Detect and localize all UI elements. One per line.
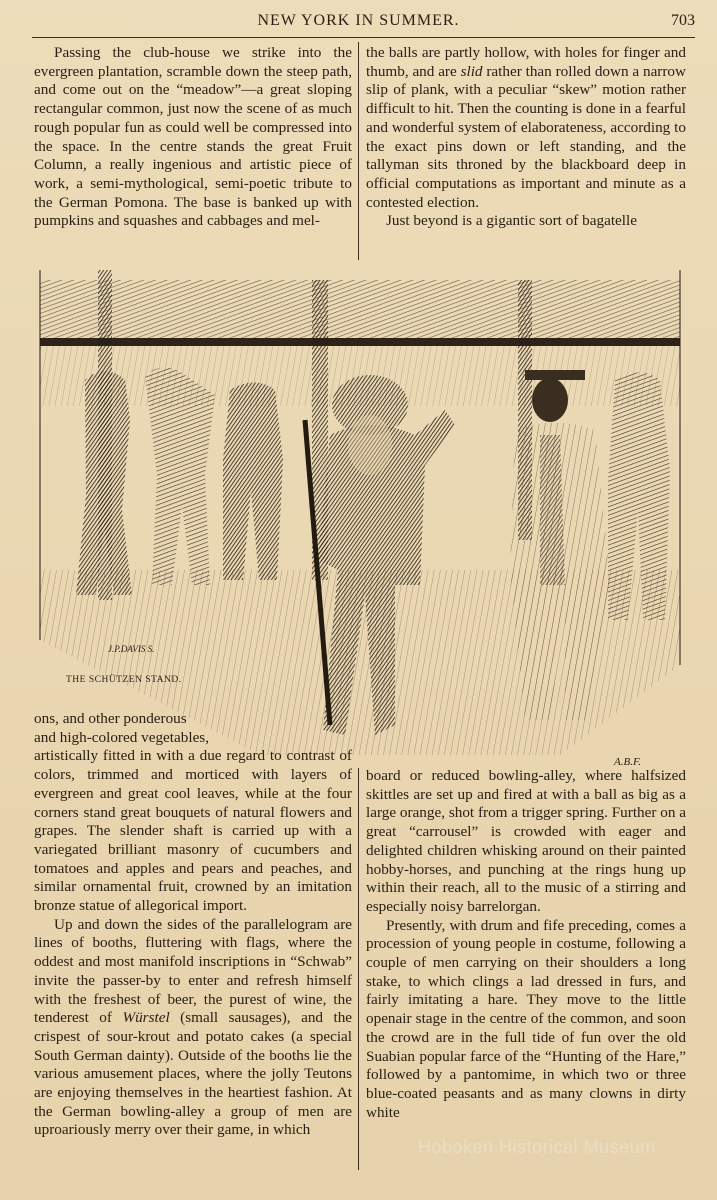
engraver-signature: J.P.DAVIS S. (108, 644, 155, 654)
column-divider-bottom (358, 768, 359, 1170)
paragraph: ons, and other ponderous and high-colored vegetables, artistically fitted in with a due regard to contrast of colors, trimmed and morticed with layers of evergreen and great cool leaves, while at the four corners stand great bouquets of natural flowers and grapes. The slender shaft is carried up with a variegated brilliant masonry of cucumbers and tomatoes and apples and pears and peaches, and similar ornamental fruit, crowned by an imitation bronze statue of allegorical import. (34, 710, 352, 915)
column-right-top (366, 44, 686, 231)
paragraph: Up and down the sides of the parallelogram are lines of booths, fluttering with flags, where the oddest and most manifold inscriptions in “Schwab” invite the passer-by to enter and refresh himself with the freshest of beer, the purest of wine, the tenderest of Würstel (small sausages), and the crispest of sour-krout and potato cakes (a special South German dainty). Outside of the booths lie the various amusement places, where the jolly Teutons are enjoying themselves in the heartiest fashion. At the German bowling-alley a group of men are uproariously merry over their game, in which (34, 915, 353, 1139)
header-rule (32, 37, 695, 38)
column-left-top (34, 44, 352, 231)
paragraph: the balls are partly hollow, with holes for finger and thumb, and are slid rather than rolled down a narrow slip of plank, with a peculiar “skew” motion rather difficult to hit. Then the counting is done in a fearful and wonderful system of elaborateness, according to the exact pins down or left standing, and the tallyman sits throned by the blackboard deep in official computations as important and minute as a contested election. (366, 44, 686, 211)
paragraph: Presently, with drum and fife preceding, comes a procession of young people in costume, following a couple of men carrying on their shoulders a long stake, to which clings a lad dressed in furs, and fairly imitating a hare. They move to the little openair stage in the centre of the common, and soon the crowd are in the full tide of fun over the old Suabian popular farce of the “Hunting of the Hare,” followed by a pantomime, in which two or three blue-coated peasants and as many clowns in dirty white (366, 916, 686, 1121)
column-divider-top (358, 42, 359, 260)
paragraph: board or reduced bowling-alley, where halfsized skittles are set up and fired at with a ball as big as a large orange, shot from a trigger spring. Further on a great “carrousel” is crowded with eager and delighted children whisking around on their painted hobby-horses, and punching at the rings hung up within their reach, all to the music of a stirring and especially noisy barrelorgan. (366, 767, 686, 915)
paragraph: Just beyond is a gigantic sort of bagatelle (386, 212, 637, 230)
artist-signature: A.B.F. (614, 756, 641, 768)
paragraph: Passing the club-house we strike into the evergreen plantation, scramble down the steep path, and come out on the “meadow”—a great sloping rectangular common, just now the scene of as much rough popular fun as could well be compressed into the space. In the centre stands the great Fruit Column, a really ingenious and artistic piece of work, a semi-mythological, semi-poetic tribute to the German Pomona. The base is banked up with pumpkins and squashes and cabbages and mel- (34, 44, 352, 230)
column-right-bottom (366, 767, 686, 1122)
museum-watermark: Hoboken Historical Museum (418, 1137, 656, 1157)
column-left-bottom (34, 710, 352, 1140)
running-title: NEW YORK IN SUMMER. (257, 12, 460, 29)
page-number: 703 (671, 12, 695, 29)
illustration-caption: THE SCHÜTZEN STAND. (66, 675, 182, 685)
